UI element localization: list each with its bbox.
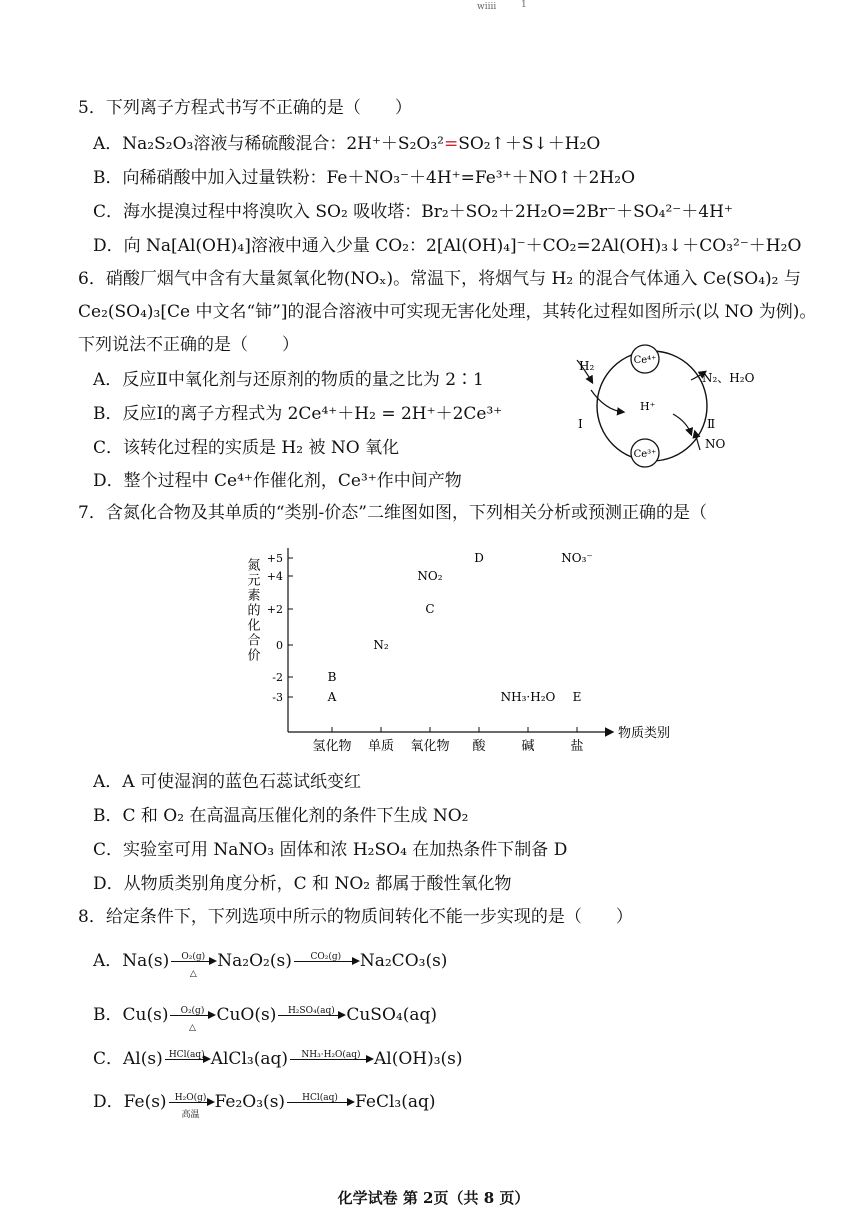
q8-option-a-substance1: Na(s): [122, 951, 170, 971]
q8-option-a-label: A．: [93, 951, 123, 971]
ce3-label: Ce³⁺: [633, 449, 657, 460]
q8-option-b: [93, 1004, 437, 1033]
q8-option-d-substance3: FeCl₃(aq): [355, 1092, 436, 1112]
q6-option-b: B．反应Ⅰ的离子方程式为 2Ce⁴⁺＋H₂ = 2H⁺＋2Ce³⁺: [93, 404, 503, 424]
q8-option-c-arrow1-line: [165, 1059, 205, 1060]
q8-option-a-arrow1-line: [171, 961, 211, 962]
q8-option-a-arrow2-line: [294, 961, 354, 962]
q8-option-c-arrow2-line: [290, 1059, 368, 1060]
q6-stem-line2: Ce₂(SO₄)₃[Ce 中文名“铈”]的混合溶液中可实现无害化处理，其转化过程如图所示(以 NO 为例)。: [78, 302, 817, 322]
q5-option-a-post: SO₂↑＋S↓＋H₂O: [458, 134, 601, 154]
q8-option-a-arrow1-condition-bottom: △: [189, 969, 197, 979]
scan-mark-right: 1: [521, 0, 527, 10]
ce4-label: Ce⁴⁺: [633, 355, 657, 366]
q8-option-d-arrow1-line: [169, 1102, 209, 1103]
q8-option-b-arrow1-condition-bottom: △: [188, 1023, 196, 1033]
q8-option-c-arrow2-condition-top: NH₃·H₂O(aq): [301, 1050, 361, 1060]
q8-option-c-substance2: AlCl₃(aq): [210, 1049, 288, 1069]
q6-stem-line1: 6．硝酸厂烟气中含有大量氮氧化物(NOₓ)。常温下，将烟气与 H₂ 的混合气体通入 Ce(SO₄)₂ 与: [78, 269, 801, 289]
q6-option-c: C．该转化过程的实质是 H₂ 被 NO 氧化: [93, 438, 400, 458]
q8-option-b-arrow2: [276, 1004, 346, 1026]
chart-point-label: NO₃⁻: [561, 551, 593, 565]
q8-option-c-substance3: Al(OH)₃(s): [373, 1049, 463, 1069]
x-tick-label: 盐: [570, 739, 584, 754]
hplus-arrow: [591, 390, 623, 412]
h2-label: H₂: [579, 359, 595, 373]
q8-option-d-arrow2-condition-top: HCl(aq): [302, 1093, 338, 1103]
q5-option-a-equals: =: [443, 134, 459, 154]
q8-option-d-substance2: Fe₂O₃(s): [214, 1092, 286, 1112]
hplus-label: H⁺: [640, 400, 656, 413]
q7-option-c: C．实验室可用 NaNO₃ 固体和浓 H₂SO₄ 在加热条件下制备 D: [93, 840, 568, 860]
chart-point-label: N₂: [373, 638, 389, 652]
y-tick-label: +5: [266, 552, 283, 565]
nitrogen-valence-chart: [240, 538, 700, 760]
q5-option-a-pre: Na₂S₂O₃溶液与稀硫酸混合：2H⁺＋S₂O₃²: [122, 134, 444, 154]
q8-option-c: [93, 1048, 463, 1070]
x-tick-label: 氧化物: [410, 739, 450, 754]
q7-option-b: B．C 和 O₂ 在高温高压催化剂的条件下生成 NO₂: [93, 806, 469, 826]
q8-option-b-arrow1: [168, 1004, 216, 1033]
chart-point-label: NO₂: [417, 569, 443, 583]
q8-option-b-arrow2-head: [338, 1011, 346, 1019]
q8-option-d-label: D．: [93, 1092, 124, 1112]
q8-option-a-substance2: Na₂O₂(s): [217, 951, 292, 971]
q8-option-d-arrow2-head: [347, 1098, 355, 1106]
q8-option-c-arrow1-condition-top: HCl(aq): [168, 1050, 205, 1060]
q8-option-d-arrow1-condition-bottom: 高温: [181, 1110, 200, 1120]
q8-option-b-substance1: Cu(s): [122, 1005, 169, 1025]
q8-option-a-arrow2: [292, 950, 360, 972]
y-tick-label: +4: [266, 570, 283, 583]
scan-mark-left: wiiii: [477, 2, 497, 12]
x-tick-label: 氢化物: [312, 739, 352, 754]
q6-option-d: D．整个过程中 Ce⁴⁺作催化剂，Ce³⁺作中间产物: [93, 471, 462, 491]
ce-cycle-diagram: [565, 340, 775, 475]
n2-h2o-label: N₂、H₂O: [702, 371, 755, 385]
q8-option-b-substance2: CuO(s): [216, 1005, 277, 1025]
q8-option-c-substance1: Al(s): [123, 1049, 163, 1069]
q8-option-a-arrow2-condition-top: CO₂(g): [310, 952, 342, 962]
q8-option-d: [93, 1091, 436, 1120]
q8-option-c-arrow2: [288, 1048, 374, 1070]
q8-option-b-arrow2-condition-top: H₂SO₄(aq): [287, 1006, 335, 1016]
q6-option-a: A．反应Ⅱ中氧化剂与还原剂的物质的量之比为 2∶1: [93, 370, 484, 390]
q5-option-c: C．海水提溴过程中将溴吹入 SO₂ 吸收塔：Br₂＋SO₂＋2H₂O=2Br⁻＋SO₄²⁻＋4H⁺: [93, 202, 733, 222]
y-tick-label: -3: [272, 691, 283, 704]
chart-point-label: C: [425, 602, 435, 616]
q8-option-d-arrow2-line: [287, 1102, 349, 1103]
q8-option-b-substance3: CuSO₄(aq): [346, 1005, 437, 1025]
q6-stem-line3: 下列说法不正确的是（ ）: [78, 335, 299, 355]
q5-option-b: B．向稀硝酸中加入过量铁粉：Fe＋NO₃⁻＋4H⁺=Fe³⁺＋NO↑＋2H₂O: [93, 168, 636, 188]
q5-option-d: D．向 Na[Al(OH)₄]溶液中通入少量 CO₂：2[Al(OH)₄]⁻＋CO₂=2Al(OH)₃↓＋CO₃²⁻＋H₂O: [93, 236, 802, 256]
q8-option-d-arrow1-condition-top: H₂O(g): [174, 1093, 207, 1103]
q8-option-a-arrow2-head: [352, 957, 360, 965]
q8-option-b-arrow1-condition-top: O₂(g): [180, 1006, 205, 1016]
y-tick-label: -2: [272, 671, 283, 684]
q8-option-c-arrow2-head: [366, 1055, 374, 1063]
y-axis-label: 氮元素的化合价: [244, 558, 260, 663]
y-tick-label: +2: [266, 603, 283, 616]
q7-option-d: D．从物质类别角度分析，C 和 NO₂ 都属于酸性氧化物: [93, 874, 512, 894]
q8-option-d-arrow2: [285, 1091, 355, 1113]
x-tick-label: 碱: [521, 739, 535, 754]
reaction-1-label: Ⅰ: [578, 417, 583, 431]
hplus-consume-arrow: [673, 414, 691, 434]
q7-option-a: A．A 可使湿润的蓝色石蕊试纸变红: [93, 772, 361, 792]
q8-option-c-label: C．: [93, 1049, 124, 1069]
q8-option-a-arrow1: [169, 950, 217, 979]
chart-point-label: NH₃·H₂O: [500, 690, 556, 704]
q8-option-c-arrow1: [163, 1048, 211, 1070]
chart-point-label: B: [327, 670, 337, 684]
x-axis-label: 物质类别: [618, 726, 671, 741]
x-tick-label: 单质: [367, 739, 395, 754]
chart-point-label: E: [572, 690, 582, 704]
q5-stem: 5．下列离子方程式书写不正确的是（ ）: [78, 98, 412, 118]
reaction-2-label: Ⅱ: [707, 417, 716, 431]
q8-option-b-arrow2-line: [278, 1015, 340, 1016]
q7-stem: 7．含氮化合物及其单质的“类别-价态”二维图如图，下列相关分析或预测正确的是（: [78, 503, 707, 523]
q5-option-a-label: A．: [93, 134, 123, 154]
q8-option-d-arrow1: [167, 1091, 215, 1120]
q5-option-a: [93, 133, 600, 155]
q8-stem: 8．给定条件下，下列选项中所示的物质间转化不能一步实现的是（ ）: [78, 907, 633, 927]
page-footer: 化学试卷 第 2页（共 8 页）: [337, 1189, 530, 1207]
q8-option-a-arrow1-condition-top: O₂(g): [181, 952, 206, 962]
q8-option-b-label: B．: [93, 1005, 123, 1025]
q8-option-a-substance3: Na₂CO₃(s): [359, 951, 448, 971]
q8-option-c-arrow1-head: [203, 1055, 211, 1063]
y-tick-label: 0: [276, 639, 283, 652]
chart-point-label: D: [474, 551, 484, 565]
chart-point-label: A: [327, 690, 337, 704]
no-label: NO: [705, 437, 726, 451]
q8-option-d-substance1: Fe(s): [123, 1092, 167, 1112]
x-tick-label: 酸: [472, 739, 486, 754]
q8-option-a: [93, 950, 448, 979]
q8-option-b-arrow1-line: [170, 1015, 210, 1016]
